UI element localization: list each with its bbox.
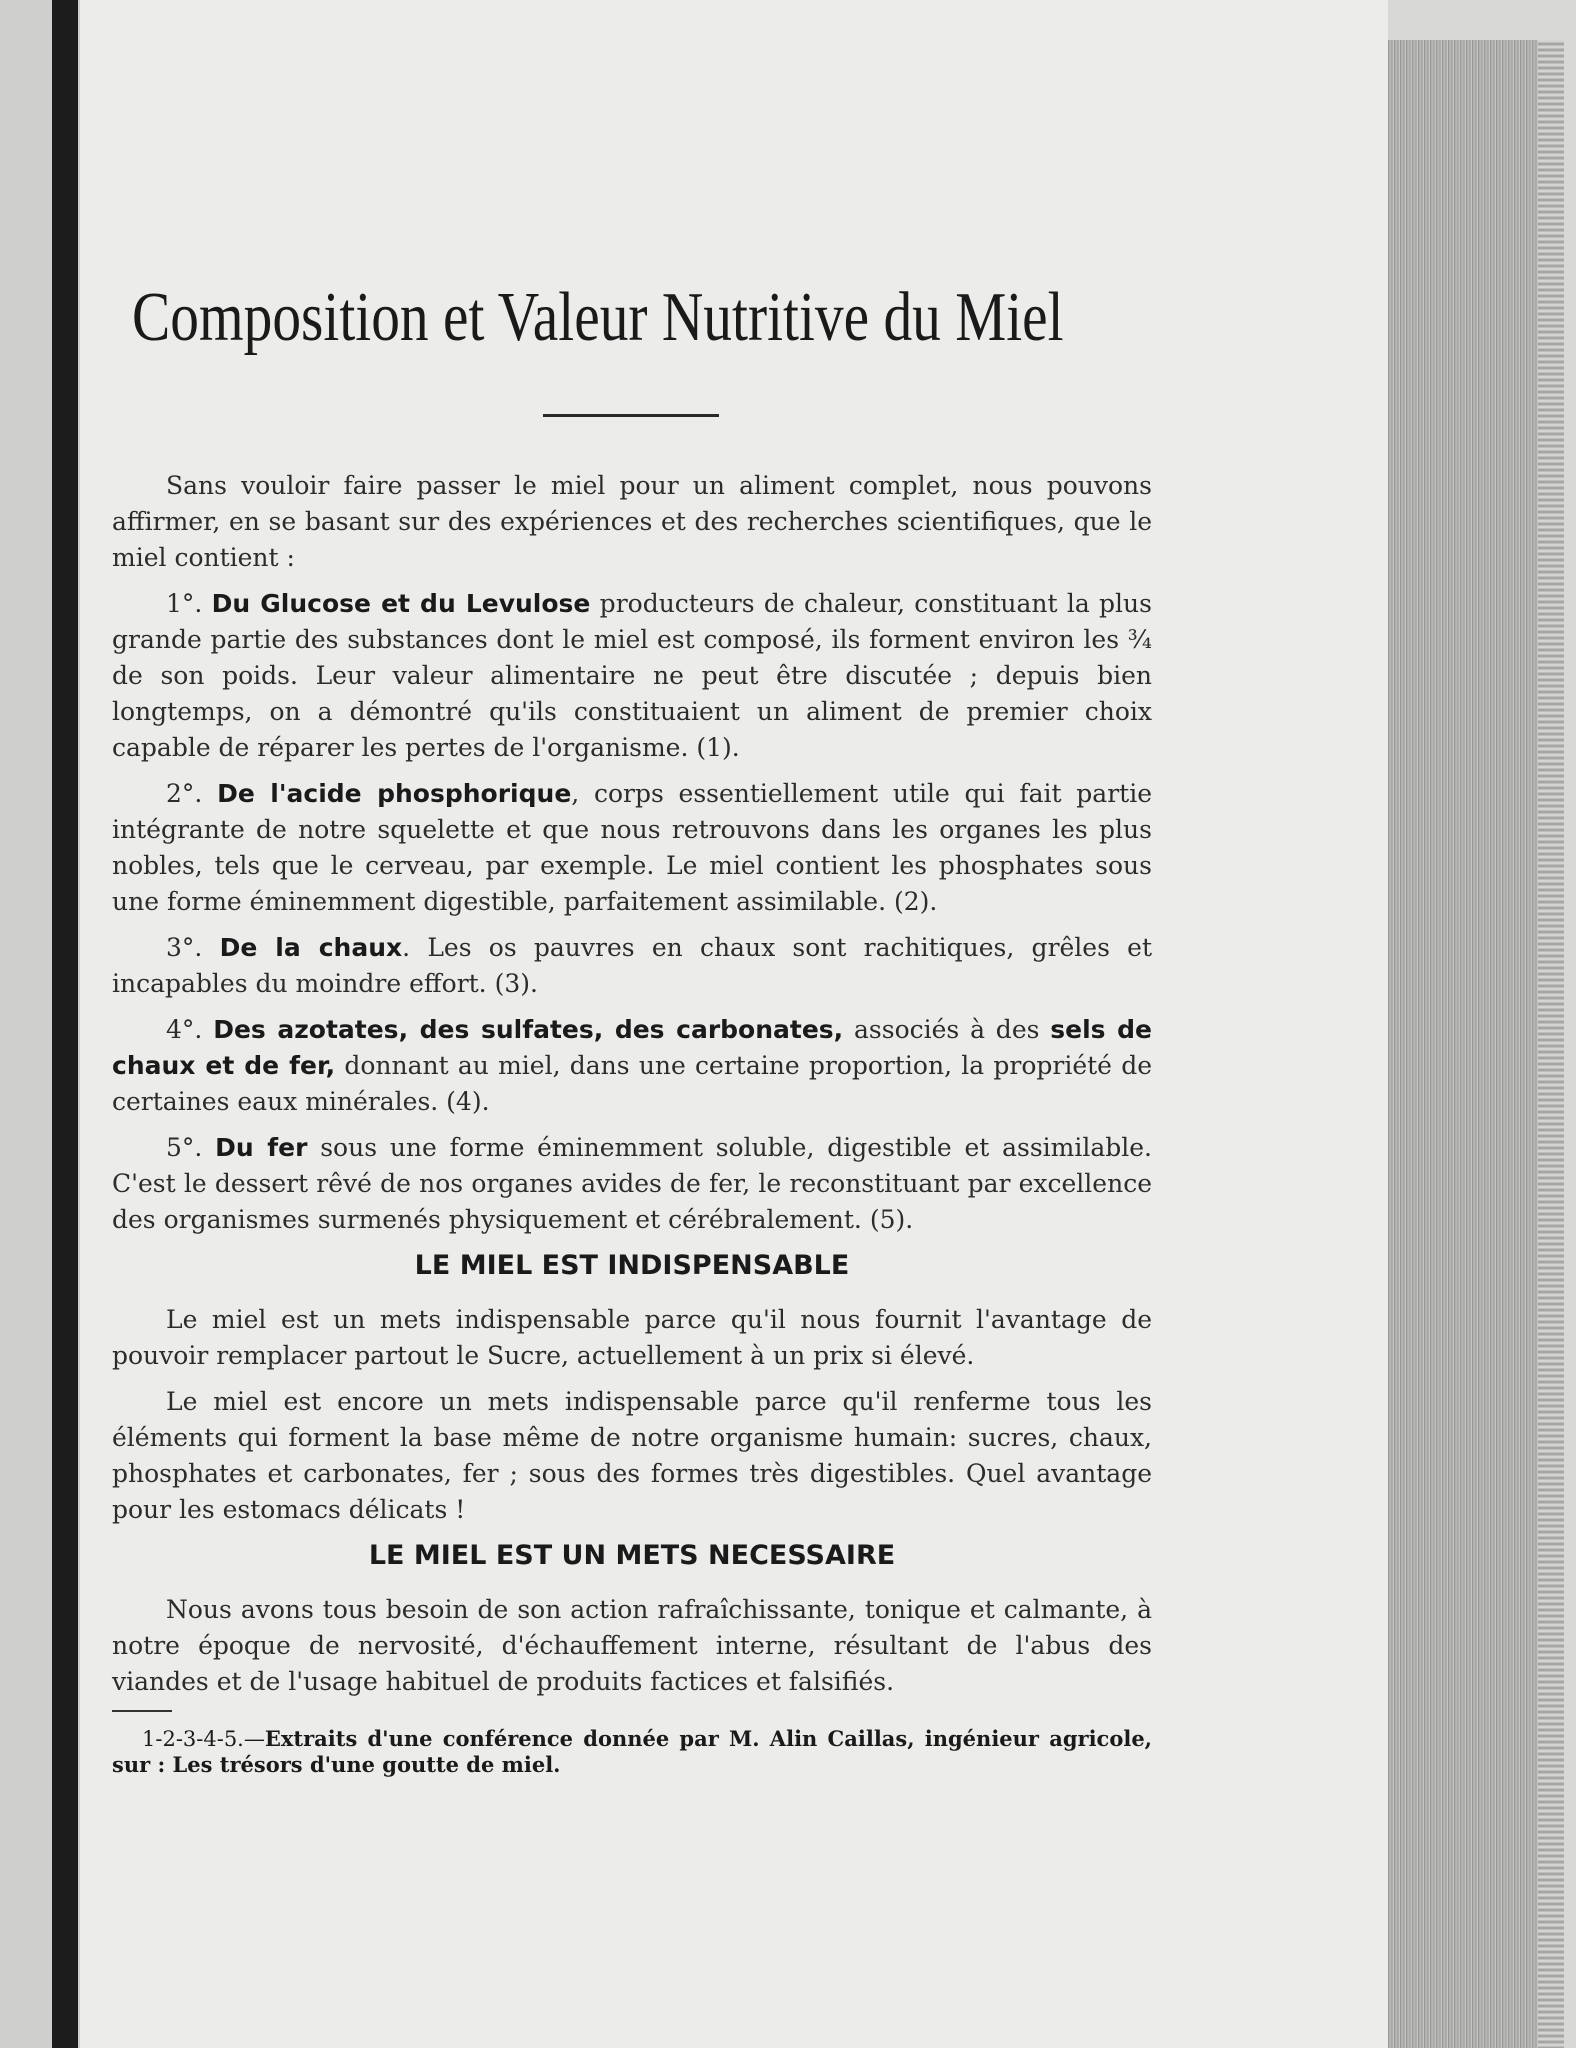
page-title: Composition et Valeur Nutritive du Miel — [132, 279, 1064, 356]
left-page-edge — [0, 0, 80, 2048]
section-paragraph: Le miel est encore un mets indispensable parce qu'il renferme tous les éléments qui forment la base même de notre organisme humain: sucres, chaux, phosphates et carbonates, fer ; sous des formes très digestibles. Quel avantage pour les estomacs délicats ! — [112, 1387, 1152, 1524]
section-heading: LE MIEL EST INDISPENSABLE — [414, 1250, 850, 1281]
list-item: 4°. Des azotates, des sulfates, des carbonates, associés à des sels de chaux et de fer, donnant au miel, dans une certaine proportion, la propriété de certaines eaux minérales. (4). — [112, 1015, 1153, 1116]
section-heading: LE MIEL EST UN METS NECESSAIRE — [368, 1540, 896, 1571]
binding-shadow — [52, 0, 78, 2048]
page-stack-hatch — [1538, 40, 1564, 2048]
title-divider — [543, 414, 719, 417]
list-item: 5°. Du fer sous une forme éminemment soluble, digestible et assimilable. C'est le dessert rêvé de nos organes avides de fer, le reconstituant par excellence des organismes surmenés physiquement et cérébralement. (5). — [112, 1133, 1152, 1234]
section-paragraph: Le miel est un mets indispensable parce qu'il nous fournit l'avantage de pouvoir remplacer partout le Sucre, actuellement à un prix si élevé. — [112, 1305, 1152, 1370]
footnote: 1-2-3-4-5.—Extraits d'une conférence donnée par M. Alin Caillas, ingénieur agricole, sur : Les trésors d'une goutte de miel. — [112, 1726, 1152, 1777]
intro-paragraph: Sans vouloir faire passer le miel pour un aliment complet, nous pouvons affirmer, en se basant sur des expériences et des recherches scientifiques, que le miel contient : — [112, 471, 1152, 572]
page-stack-edge — [1388, 40, 1538, 2048]
body-text — [112, 468, 1152, 1778]
section-paragraph: Nous avons tous besoin de son action rafraîchissante, tonique et calmante, à notre époque de nervosité, d'échauffement interne, résultant de l'abus des viandes et de l'usage habituel de produits factices et falsifiés. — [112, 1595, 1152, 1696]
list-item: 1°. Du Glucose et du Levulose producteurs de chaleur, constituant la plus grande partie des substances dont le miel est composé, ils forment environ les ¾ de son poids. Leur valeur alimentaire ne peut être discutée ; depuis bien longtemps, on a démontré qu'ils constituaient un aliment de premier choix capable de réparer les pertes de l'organisme. (1). — [112, 589, 1152, 762]
list-item: 3°. De la chaux. Les os pauvres en chaux sont rachitiques, grêles et incapables du moindre effort. (3). — [112, 933, 1153, 998]
list-item: 2°. De l'acide phosphorique, corps essentiellement utile qui fait partie intégrante de notre squelette et que nous retrouvons dans les organes les plus nobles, tels que le cerveau, par exemple. Le miel contient les phosphates sous une forme éminemment digestible, parfaitement assimilable. (2). — [112, 779, 1152, 916]
footnote-divider — [112, 1710, 172, 1712]
